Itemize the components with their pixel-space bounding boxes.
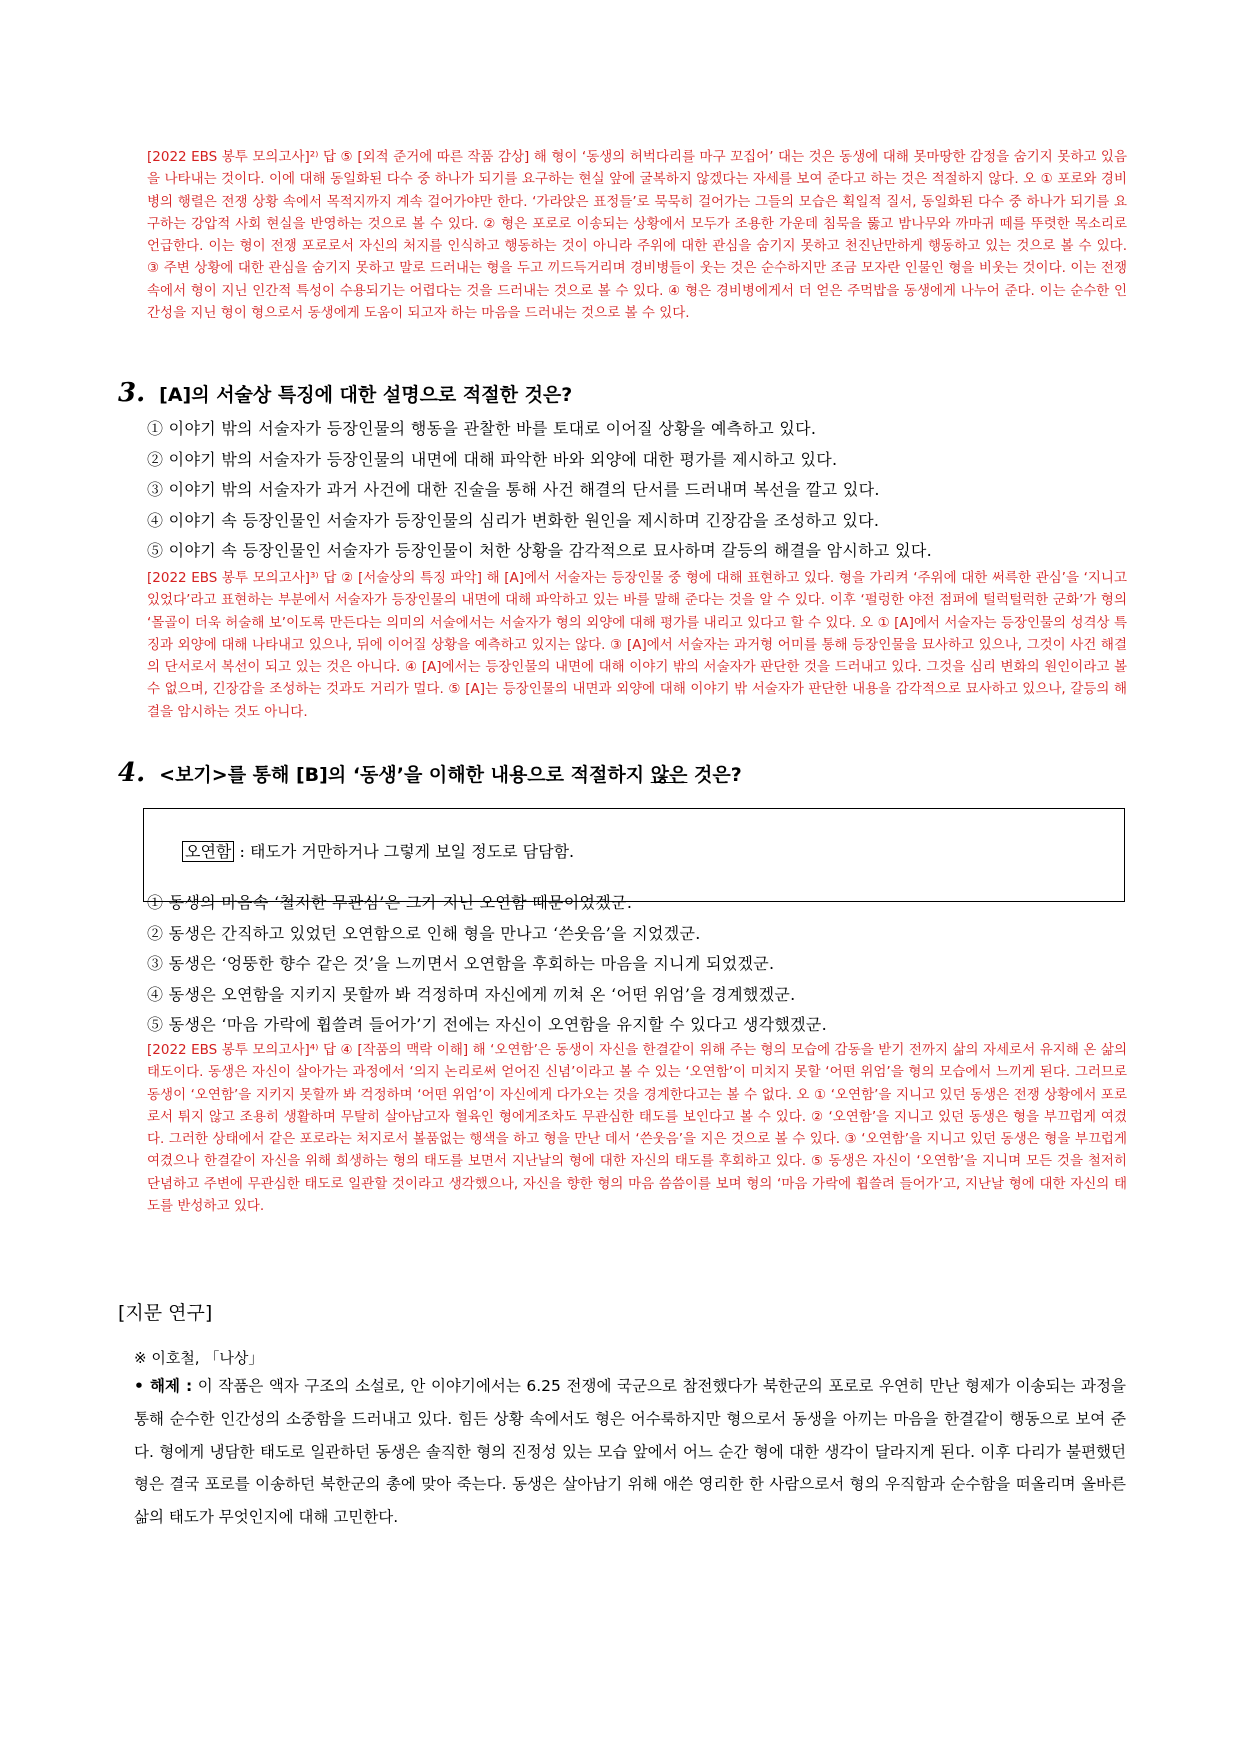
choice-4[interactable]: ④ 이야기 속 등장인물인 서술자가 등장인물의 심리가 변화한 원인을 제시하며 긴장감을 조성하고 있다.: [147, 510, 880, 530]
question-3-number: 3.: [118, 378, 146, 408]
question-4-title-post: 것은?: [687, 764, 742, 786]
answer-explanation-q3: [2022 EBS 봉투 모의고사]³⁾ 답 ② [서술상의 특징 파악] 해 [A]에서 서술자는 등장인물 중 형에 대해 표현하고 있다. 형을 가리켜 ‘주위에 대한 써륵한 관심’을 ‘지니고 있었다’라고 표현하는 부분에서 서술자가 등장인물의 내면에 대해 파악하고 있는 바를 말해 준다는 것을 알 수 있다. 이후 ‘펄렁한 야전 점퍼에 털럭털럭한 군화’가 형의 ‘몰골이 더욱 허술해 보’이도록 만든다는 의미의 서술에서는 서술자가 형의 외양에 대해 평가를 내리고 있다고 할 수 있다. 오 ① [A]에서 서술자는 등장인물의 성격상 특징과 외양에 대해 나타내고 있으나, 뒤에 이어질 상황을 예측하고 있지는 않다. ③ [A]에서 서술자는 과거형 어미를 통해 등장인물을 묘사하고 있으나, 그것이 사건 해결의 단서로서 복선이 되고 있는 것은 아니다. ④ [A]에서는 등장인물의 내면에 대해 이야기 밖의 서술자가 판단한 것을 드러내고 있다. 그것을 심리 변화의 원인이라고 볼 수 없으며, 긴장감을 조성하는 것과도 거리가 멀다. ⑤ [A]는 등장인물의 내면과 외양에 대해 이야기 밖 서술자가 판단한 내용을 감각적으로 묘사하고 있으나, 갈등의 해결을 암시하는 것도 아니다.: [147, 570, 1127, 720]
choice-2[interactable]: ② 이야기 밖의 서술자가 등장인물의 내면에 대해 파악한 바와 외양에 대한 평가를 제시하고 있다.: [147, 449, 838, 469]
question-4-title-pre: <보기>를 통해 [B]의 ‘동생’을 이해한 내용으로 적절하지: [159, 764, 651, 786]
question-4-number: 4.: [118, 758, 146, 788]
choice-3[interactable]: ③ 이야기 밖의 서술자가 과거 사건에 대한 진술을 통해 사건 해결의 단서를 드러내며 복선을 깔고 있다.: [147, 480, 880, 500]
passage-summary: [134, 1370, 1126, 1534]
bogi-definition: : 태도가 거만하거나 그렇게 보일 정도로 담담함.: [239, 842, 575, 861]
choice-1[interactable]: ① 동생의 마음속 ‘철저한 무관심’은 그가 지닌 오연함 때문이었겠군.: [147, 893, 633, 912]
summary-text: 이 작품은 액자 구조의 소설로, 안 이야기에서는 6.25 전쟁에 국군으로 참전했다가 북한군의 포로로 우연히 만난 형제가 이송되는 과정을 통해 순수한 인간성의 소중함을 드러내고 있다. 힘든 상황 속에서도 형은 어수룩하지만 형으로서 동생을 아끼는 마음을 한결같이 행동으로 보여 준다. 형에게 냉담한 태도로 일관하던 동생은 솔직한 형의 진정성 있는 모습 앞에서 어느 순간 형에 대한 생각이 달라지게 된다. 이후 다리가 불편했던 형은 결국 포로를 이송하던 북한군의 총에 맞아 죽는다. 동생은 살아남기 위해 애쓴 영리한 한 사람으로서 형의 우직함과 순수함을 떠올리며 올바른 삶의 태도가 무엇인지에 대해 고민한다.: [134, 1377, 1126, 1527]
choice-5[interactable]: ⑤ 동생은 ‘마음 가락에 휩쓸려 들어가’기 전에는 자신이 오연함을 유지할 수 있다고 생각했겠군.: [147, 1015, 828, 1035]
bogi-term: 오연함: [182, 841, 234, 862]
choice-4[interactable]: ④ 동생은 오연함을 지키지 못할까 봐 걱정하며 자신에게 끼쳐 온 ‘어떤 위엄’을 경계했겠군.: [147, 984, 796, 1004]
choice-3[interactable]: ③ 동생은 ‘엉뚱한 향수 같은 것’을 느끼면서 오연함을 후회하는 마음을 지니게 되었겠군.: [147, 954, 775, 974]
question-3-choices: [147, 414, 1127, 567]
passage-study-heading: [지문 연구]: [118, 1302, 213, 1324]
question-4-title-emphasis: 않은: [650, 764, 688, 786]
question-4-heading: [118, 758, 742, 788]
question-4-title: [159, 760, 742, 787]
question-3-title: [A]의 서술상 특징에 대한 설명으로 적절한 것은?: [159, 384, 573, 406]
question-4-choices: [147, 888, 1127, 1041]
question-3-heading: [118, 378, 572, 408]
passage-source: ※ 이호철, 「나상」: [134, 1349, 264, 1367]
answer-explanation-q2: [2022 EBS 봉투 모의고사]²⁾ 답 ⑤ [외적 준거에 따른 작품 감상] 해 형이 ‘동생의 허벅다리를 마구 꼬집어’ 대는 것은 동생에 대해 못마땅한 감정을 숨기지 못하고 있음을 나타내는 것이다. 이에 대해 동일화된 다수 중 하나가 되기를 요구하는 현실 앞에 굴복하지 않겠다는 자세를 보여 준다고 하는 것은 적절하지 않다. 오 ① 포로와 경비병의 행렬은 전쟁 상황 속에서 목적지까지 계속 걸어가야만 한다. ‘가라앉은 표정들’로 묵묵히 걸어가는 그들의 모습은 획일적 질서, 동일화된 다수 중 하나가 되기를 요구하는 강압적 사회 현실을 반영하는 것으로 볼 수 있다. ② 형은 포로로 이송되는 상황에서 모두가 조용한 가운데 침묵을 뚫고 밤나무와 까마귀 떼를 뚜렷한 목소리로 언급한다. 이는 형이 전쟁 포로로서 자신의 처지를 인식하고 행동하는 것이 아니라 주위에 대한 관심을 숨기지 못하고 천진난만하게 행동하고 있는 것으로 볼 수 있다. ③ 주변 상황에 대한 관심을 숨기지 못하고 말로 드러내는 형을 두고 끼드득거리며 경비병들이 웃는 것은 순수하지만 조금 모자란 인물인 형을 비웃는 것이다. 이는 전쟁 속에서 형이 지닌 인간적 특성이 수용되기는 어렵다는 것을 드러내는 것으로 볼 수 있다. ④ 형은 경비병에게서 더 얻은 주먹밥을 동생에게 나누어 준다. 이는 순수한 인간성을 지닌 형이 형으로서 동생에게 도움이 되고자 하는 마음을 드러내는 것으로 볼 수 있다.: [147, 149, 1127, 322]
choice-5[interactable]: ⑤ 이야기 속 등장인물인 서술자가 등장인물이 처한 상황을 감각적으로 묘사하며 갈등의 해결을 암시하고 있다.: [147, 541, 932, 561]
summary-label: • 해제 :: [134, 1377, 193, 1395]
answer-explanation-q4: [2022 EBS 봉투 모의고사]⁴⁾ 답 ④ [작품의 맥락 이해] 해 ‘오연함’은 동생이 자신을 한결같이 위해 주는 형의 모습에 감동을 받기 전까지 삶의 자세로서 유지해 온 삶의 태도이다. 동생은 자신이 살아가는 과정에서 ‘의지 논리로써 얻어진 신념’이라고 볼 수 있는 ‘오연함’이 미치지 못할 ‘어떤 위엄’을 형의 모습에서 느끼게 된다. 그러므로 동생이 ‘오연함’을 지키지 못할까 봐 걱정하며 ‘어떤 위엄’이 자신에게 다가오는 것을 경계한다고는 볼 수 없다. 오 ① ‘오연함’을 지니고 있던 동생은 전쟁 상황에서 포로로서 튀지 않고 조용히 생활하며 무탈히 살아남고자 혈육인 형에게조차도 무관심한 태도를 보인다고 볼 수 있다. ② ‘오연함’을 지니고 있던 동생은 형을 부끄럽게 여겼다. 그러한 상태에서 같은 포로라는 처지로서 볼품없는 행색을 하고 형을 만난 데서 ‘쓴웃음’을 지은 것으로 볼 수 있다. ③ ‘오연함’을 지니고 있던 동생은 형을 부끄럽게 여겼으나 한결같이 자신을 위해 희생하는 형의 태도를 보면서 지난날의 형에 대한 자신의 태도를 후회하고 있다. ⑤ 동생은 자신이 ‘오연함’을 지니며 모든 것을 철저히 단념하고 주변에 무관심한 태도로 일관할 것이라고 생각했으나, 자신을 향한 형의 마음 씀씀이를 보며 형의 ‘마음 가락에 휩쓸려 들어가’고, 지난날 형에 대한 자신의 태도를 반성하고 있다.: [147, 1042, 1127, 1215]
bogi-content: [182, 839, 574, 862]
choice-2[interactable]: ② 동생은 간직하고 있었던 오연함으로 인해 형을 만나고 ‘쓴웃음’을 지었겠군.: [147, 923, 701, 943]
choice-1[interactable]: ① 이야기 밖의 서술자가 등장인물의 행동을 관찰한 바를 토대로 이어질 상황을 예측하고 있다.: [147, 419, 817, 438]
